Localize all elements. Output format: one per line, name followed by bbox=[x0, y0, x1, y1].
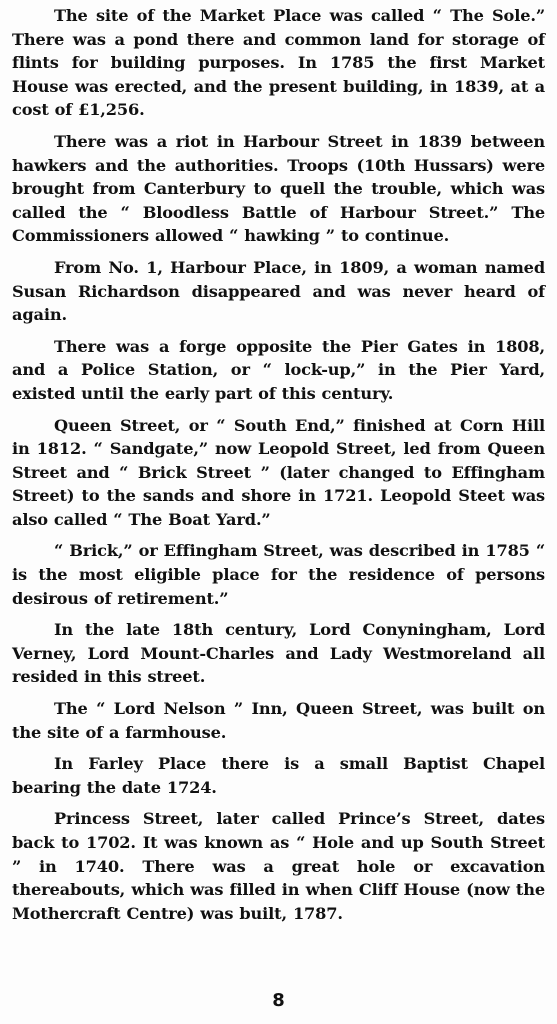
paragraph-princess-street: Princess Street, later called Prince’s Street, dates back to 1702. It was known as “ Hole and up South Street ” in 1740. There was a great hole or excavation thereabouts, which was filled in when Cliff House (now the Mothercraft Centre) was built, 1787. bbox=[12, 809, 545, 923]
paragraph-queen-street: Queen Street, or “ South End,” finished at Corn Hill in 1812. “ Sandgate,” now Leopold Street, led from Queen Street and “ Brick Street ” (later changed to Effingham Street) to the sands and shore in 1721. Leopold Steet was also called “ The Boat Yard.” bbox=[12, 415, 545, 529]
paragraph-baptist-chapel: In Farley Place there is a small Baptist Chapel bearing the date 1724. bbox=[12, 754, 545, 797]
page-number: 8 bbox=[272, 990, 285, 1011]
paragraph-harbour-street-riot: There was a riot in Harbour Street in 1839 between hawkers and the authorities. Troops (10th Hussars) were brought from Canterbury to quell the trouble, which was called the “ Bloodless Battle of Harbour Street.” The Commissioners allowed “ hawking ” to continue. bbox=[12, 131, 545, 246]
paragraph-lord-nelson-inn: The “ Lord Nelson ” Inn, Queen Street, was built on the site of a farmhouse. bbox=[12, 699, 545, 742]
paragraph-effingham-street: “ Brick,” or Effingham Street, was described in 1785 “ is the most eligible place for the residence of persons desirous of retirement.” bbox=[12, 541, 545, 608]
paragraph-18th-century-residents: In the late 18th century, Lord Conyningham, Lord Verney, Lord Mount-Charles and Lady Westmoreland all resided in this street. bbox=[12, 620, 545, 687]
paragraph-susan-richardson: From No. 1, Harbour Place, in 1809, a woman named Susan Richardson disappeared and was never heard of again. bbox=[12, 257, 545, 325]
paragraph-forge-police-station: There was a forge opposite the Pier Gates in 1808, and a Police Station, or “ lock-up,” in the Pier Yard, existed until the early part of this century. bbox=[12, 336, 545, 403]
paragraph-market-place: The site of the Market Place was called “ The Sole.” There was a pond there and common land for storage of flints for building purposes. In 1785 the first Market House was erected, and the present building, in 1839, at a cost of £1,256. bbox=[12, 6, 545, 120]
